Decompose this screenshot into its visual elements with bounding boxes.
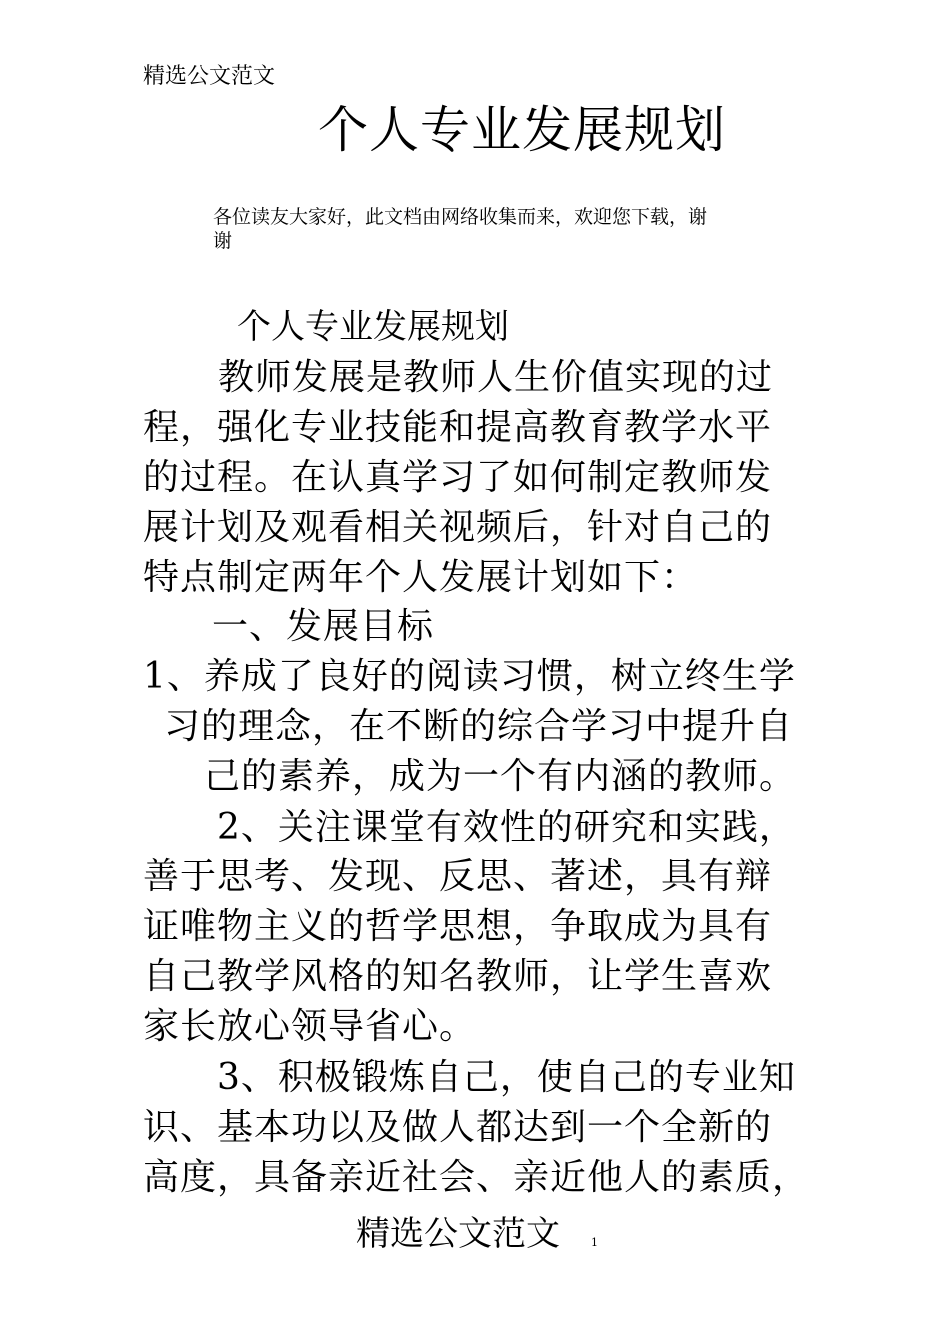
body-line-3: 的过程。在认真学习了如何制定教师发: [143, 457, 773, 498]
notice-line-1: 各位读友大家好，此文档由网络收集而来，欢迎您下载，谢: [213, 206, 708, 228]
page-header: 精选公文范文: [143, 64, 276, 89]
body-line-goal-3c: 高度，具备亲近社会、亲近他人的素质，: [143, 1157, 810, 1198]
page-number: 1: [591, 1236, 598, 1249]
body-line-5: 特点制定两年个人发展计划如下：: [143, 557, 699, 598]
download-notice: [213, 205, 798, 253]
section-heading-goals: 一、发展目标: [212, 606, 435, 647]
body-line-goal-3a: 3、积极锻炼自己，使自己的专业知: [217, 1057, 796, 1098]
body-line-goal-1a: 1、养成了良好的阅读习惯，树立终生学: [143, 656, 796, 697]
body-line-goal-2c: 证唯物主义的哲学思想，争取成为具有: [143, 906, 773, 947]
body-line-goal-2d: 自己教学风格的知名教师，让学生喜欢: [143, 956, 773, 997]
document-title: 个人专业发展规划: [318, 101, 726, 159]
body-line-goal-3b: 识、基本功以及做人都达到一个全新的: [143, 1107, 773, 1148]
body-line-goal-2a: 2、关注课堂有效性的研究和实践，: [217, 807, 796, 848]
body-line-goal-2b: 善于思考、发现、反思、著述，具有辩: [143, 856, 773, 897]
notice-line-2: 谢: [213, 230, 233, 252]
body-line-1: 教师发展是教师人生价值实现的过: [218, 357, 774, 398]
section-title: 个人专业发展规划: [237, 307, 509, 347]
body-line-2: 程，强化专业技能和提高教育教学水平: [143, 407, 773, 448]
body-line-goal-2e: 家长放心领导省心。: [143, 1006, 477, 1047]
body-line-goal-1b: 习的理念，在不断的综合学习中提升自: [164, 706, 794, 747]
body-line-4: 展计划及观看相关视频后，针对自己的: [143, 507, 773, 548]
body-line-goal-1c: 己的素养，成为一个有内涵的教师。: [204, 756, 797, 797]
page-footer: 精选公文范文: [356, 1214, 560, 1254]
